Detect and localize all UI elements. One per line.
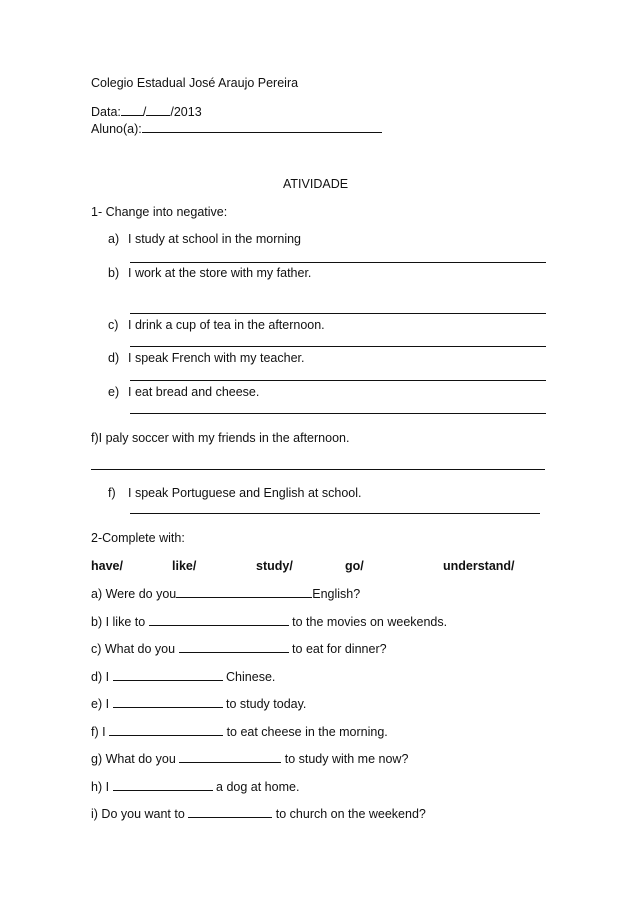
fill-item xyxy=(91,806,426,821)
student-field xyxy=(91,121,382,136)
item-prefix: g) What do you xyxy=(91,752,176,766)
item-marker: e) xyxy=(108,385,120,399)
fill-blank[interactable] xyxy=(113,669,223,681)
answer-line[interactable] xyxy=(130,513,540,514)
answer-line[interactable] xyxy=(130,380,546,381)
item-suffix: to the movies on weekends. xyxy=(292,615,448,629)
day-blank[interactable] xyxy=(121,104,143,116)
item-marker: f) xyxy=(108,486,116,500)
item-suffix: a dog at home. xyxy=(216,780,300,794)
fill-item xyxy=(91,779,299,794)
date-field xyxy=(91,104,202,119)
item-prefix: h) I xyxy=(91,780,110,794)
fill-item xyxy=(91,669,275,684)
fill-item xyxy=(91,724,388,739)
item-suffix: to study today. xyxy=(226,697,307,711)
fill-blank[interactable] xyxy=(179,641,289,653)
fill-blank[interactable] xyxy=(149,614,289,626)
fill-item xyxy=(91,641,387,656)
item-text: I eat bread and cheese. xyxy=(128,385,260,399)
answer-line[interactable] xyxy=(130,313,546,314)
word-bank-item: have/ xyxy=(91,559,123,573)
word-bank-item: like/ xyxy=(172,559,197,573)
item-suffix: English? xyxy=(312,587,361,601)
fill-blank[interactable] xyxy=(179,751,281,763)
fill-blank[interactable] xyxy=(176,586,312,598)
fill-blank[interactable] xyxy=(109,724,223,736)
date-year: /2013 xyxy=(170,105,202,119)
date-separator: / xyxy=(142,105,147,119)
list-item xyxy=(108,486,362,500)
fill-blank[interactable] xyxy=(113,696,223,708)
answer-line[interactable] xyxy=(91,469,545,470)
list-item xyxy=(108,385,260,399)
list-item xyxy=(108,318,325,332)
section1-heading: 1- Change into negative: xyxy=(91,205,228,219)
word-bank-item: go/ xyxy=(345,559,364,573)
item-text: I speak Portuguese and English at school. xyxy=(128,486,362,500)
list-item xyxy=(108,266,312,280)
item-prefix: a) Were do you xyxy=(91,587,177,601)
item-text: I drink a cup of tea in the afternoon. xyxy=(128,318,325,332)
school-name: Colegio Estadual José Araujo Pereira xyxy=(91,76,299,90)
list-item: f)I paly soccer with my friends in the afternoon. xyxy=(91,431,350,445)
section2-heading: 2-Complete with: xyxy=(91,531,185,545)
item-suffix: to study with me now? xyxy=(284,752,409,766)
date-label: Data: xyxy=(91,105,121,119)
item-prefix: b) I like to xyxy=(91,615,146,629)
item-prefix: e) I xyxy=(91,697,110,711)
answer-line[interactable] xyxy=(130,346,546,347)
fill-item xyxy=(91,614,447,629)
fill-blank[interactable] xyxy=(188,806,272,818)
word-bank-item: study/ xyxy=(256,559,293,573)
student-name-blank[interactable] xyxy=(142,121,382,133)
item-prefix: d) I xyxy=(91,670,110,684)
page-title: ATIVIDADE xyxy=(283,177,349,191)
fill-item xyxy=(91,696,306,711)
item-text: I speak French with my teacher. xyxy=(128,351,305,365)
student-label: Aluno(a): xyxy=(91,122,142,136)
item-marker: b) xyxy=(108,266,120,280)
item-text: I work at the store with my father. xyxy=(128,266,312,280)
item-marker: c) xyxy=(108,318,119,332)
item-text: I study at school in the morning xyxy=(128,232,302,246)
item-prefix: i) Do you want to xyxy=(91,807,185,821)
item-marker: d) xyxy=(108,351,120,365)
item-marker: a) xyxy=(108,232,120,246)
item-prefix: f) I xyxy=(91,725,106,739)
fill-blank[interactable] xyxy=(113,779,213,791)
item-suffix: Chinese. xyxy=(226,670,276,684)
item-prefix: c) What do you xyxy=(91,642,176,656)
answer-line[interactable] xyxy=(130,262,546,263)
list-item xyxy=(108,351,305,365)
fill-item xyxy=(91,751,408,766)
word-bank-item: understand/ xyxy=(443,559,515,573)
month-blank[interactable] xyxy=(146,104,170,116)
item-suffix: to eat cheese in the morning. xyxy=(226,725,388,739)
item-suffix: to eat for dinner? xyxy=(292,642,387,656)
answer-line[interactable] xyxy=(130,413,546,414)
item-suffix: to church on the weekend? xyxy=(275,807,426,821)
list-item xyxy=(108,232,302,246)
fill-item xyxy=(91,586,360,601)
